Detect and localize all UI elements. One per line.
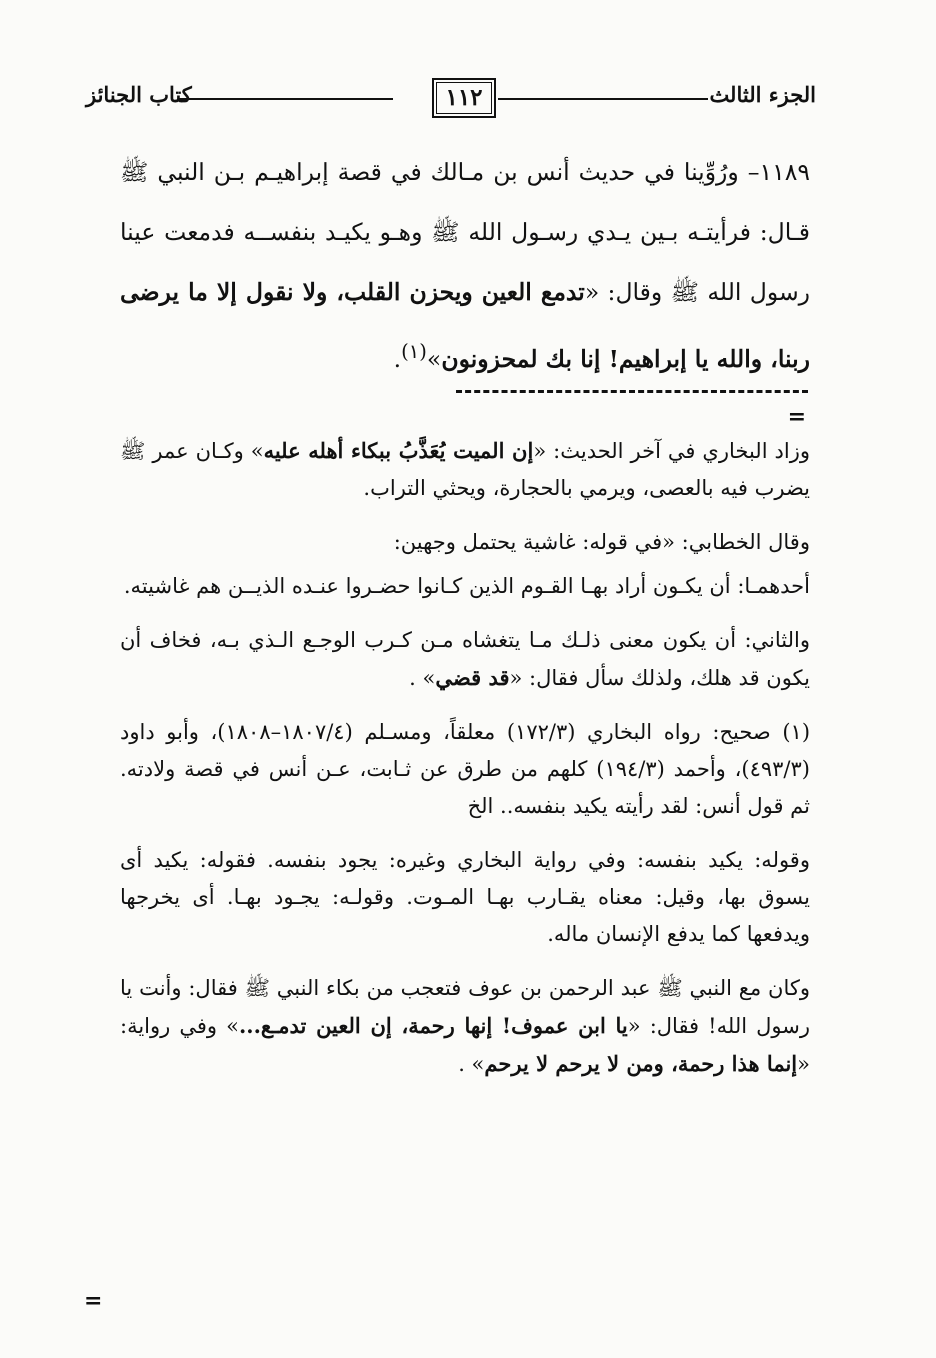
footnote-riwaya-quote: إنما هذا رحمة، ومن لا يرحم لا يرحم — [484, 1051, 798, 1076]
note-second-quote: قد قضي — [435, 665, 510, 690]
quote-close: » — [426, 344, 442, 373]
main-text — [120, 142, 810, 389]
note-khattabi: وقال الخطابي: «في قوله: غاشية يحتمل وجهين: — [393, 530, 810, 554]
hadith-narration: ١١٨٩– ورُوِّينا في حديث أنس بن مـالك في قصة إبراهيـم بـن النبي ﷺ قـال: فرأيتـه بـين يـدي رسـول الله ﷺ وهـو يكيـد بنفســه فدمعت عينا رسول الله ﷺ وقال: « — [120, 158, 810, 306]
page-number: ١١٢ — [432, 78, 496, 118]
running-header — [86, 76, 816, 120]
footnote-abdulrahman-quote: يا ابن عموف! إنها رحمة، إن العين تدمـع... — [238, 1013, 628, 1038]
continuation-mark-top: = — [787, 404, 806, 430]
header-rule-right — [498, 98, 708, 100]
note-first-meaning: أحدهمـا: أن يكـون أراد بهـا القـوم الذين كـانوا حضـروا عنـده الذيــن هم غاشيته. — [123, 574, 810, 598]
continuation-mark-bottom: = — [84, 1288, 103, 1314]
hadith-quote: تدمع العين ويحزن القلب، ولا نقول إلا ما يرضى ربنا، والله يا إبراهيم! إنا بك لمحزونون — [120, 278, 810, 373]
footnote-marker: (١) — [401, 340, 427, 363]
note-bukhari-intro: وزاد البخاري في آخر الحديث: « — [533, 439, 810, 463]
footnote-1: (١) صحيح: رواه البخاري (١٧٢/٣) معلقاً، ومسـلم (١٨٠٧/٤–١٨٠٨)، وأبو داود (٤٩٣/٣)، وأحمد (١٩٤/٣) كلهم من طرق عن ثـابت، عـن أنس في قصة ولادته. ثم قول أنس: لقد رأيته يكيد بنفسه.. الخ — [120, 720, 811, 818]
footnote-riwaya-end: » . — [458, 1052, 485, 1076]
footnotes — [120, 432, 810, 1100]
header-part: الجزء الثالث — [709, 82, 816, 107]
footnote-riwaya-intro: » وفي رواية: « — [120, 1014, 810, 1076]
footnote-abdulrahman — [120, 970, 810, 1083]
footnote-abdulrahman-intro: وكان مع النبي ﷺ عبد الرحمن بن عوف فتعجب من بكاء النبي ﷺ فقال: وأنت يا رسول الله! فقال: « — [120, 976, 810, 1038]
note-second-intro: والثاني: أن يكون معنى ذلـك مـا يتغشاه مـن كـرب الوجـع الـذي بـه، فخاف أن يكون قد هلك، ولذلك سأل فقال: « — [120, 628, 810, 690]
footnote-separator — [456, 390, 808, 393]
note-second-end: » . — [409, 666, 436, 690]
header-rule-left — [178, 98, 393, 100]
header-book: كتاب الجنائز — [86, 82, 192, 107]
note-bukhari-rest: » وكـان عمر ﷺ يضرب فيه بالعصى، ويرمي بالحجارة، ويحثي التراب. — [120, 439, 810, 500]
note-bukhari-quote: إن الميت يُعَذَّبُ ببكاء أهله عليه — [263, 438, 534, 463]
hadith-paragraph — [120, 142, 810, 389]
note-second-meaning — [120, 622, 810, 697]
footnote-yakid: وقوله: يكيد بنفسه: وفي رواية البخاري وغيره: يجود بنفسه. فقوله: يكيد أى يسوق بها، وقيل: معناه يقـارب بهـا المـوت. وقولـه: يجـود بهـا. أى يخرجها ويدفعها كما يدفع الإنسان ماله. — [120, 848, 810, 946]
note-bukhari — [120, 432, 810, 507]
hadith-end: . — [393, 344, 402, 373]
